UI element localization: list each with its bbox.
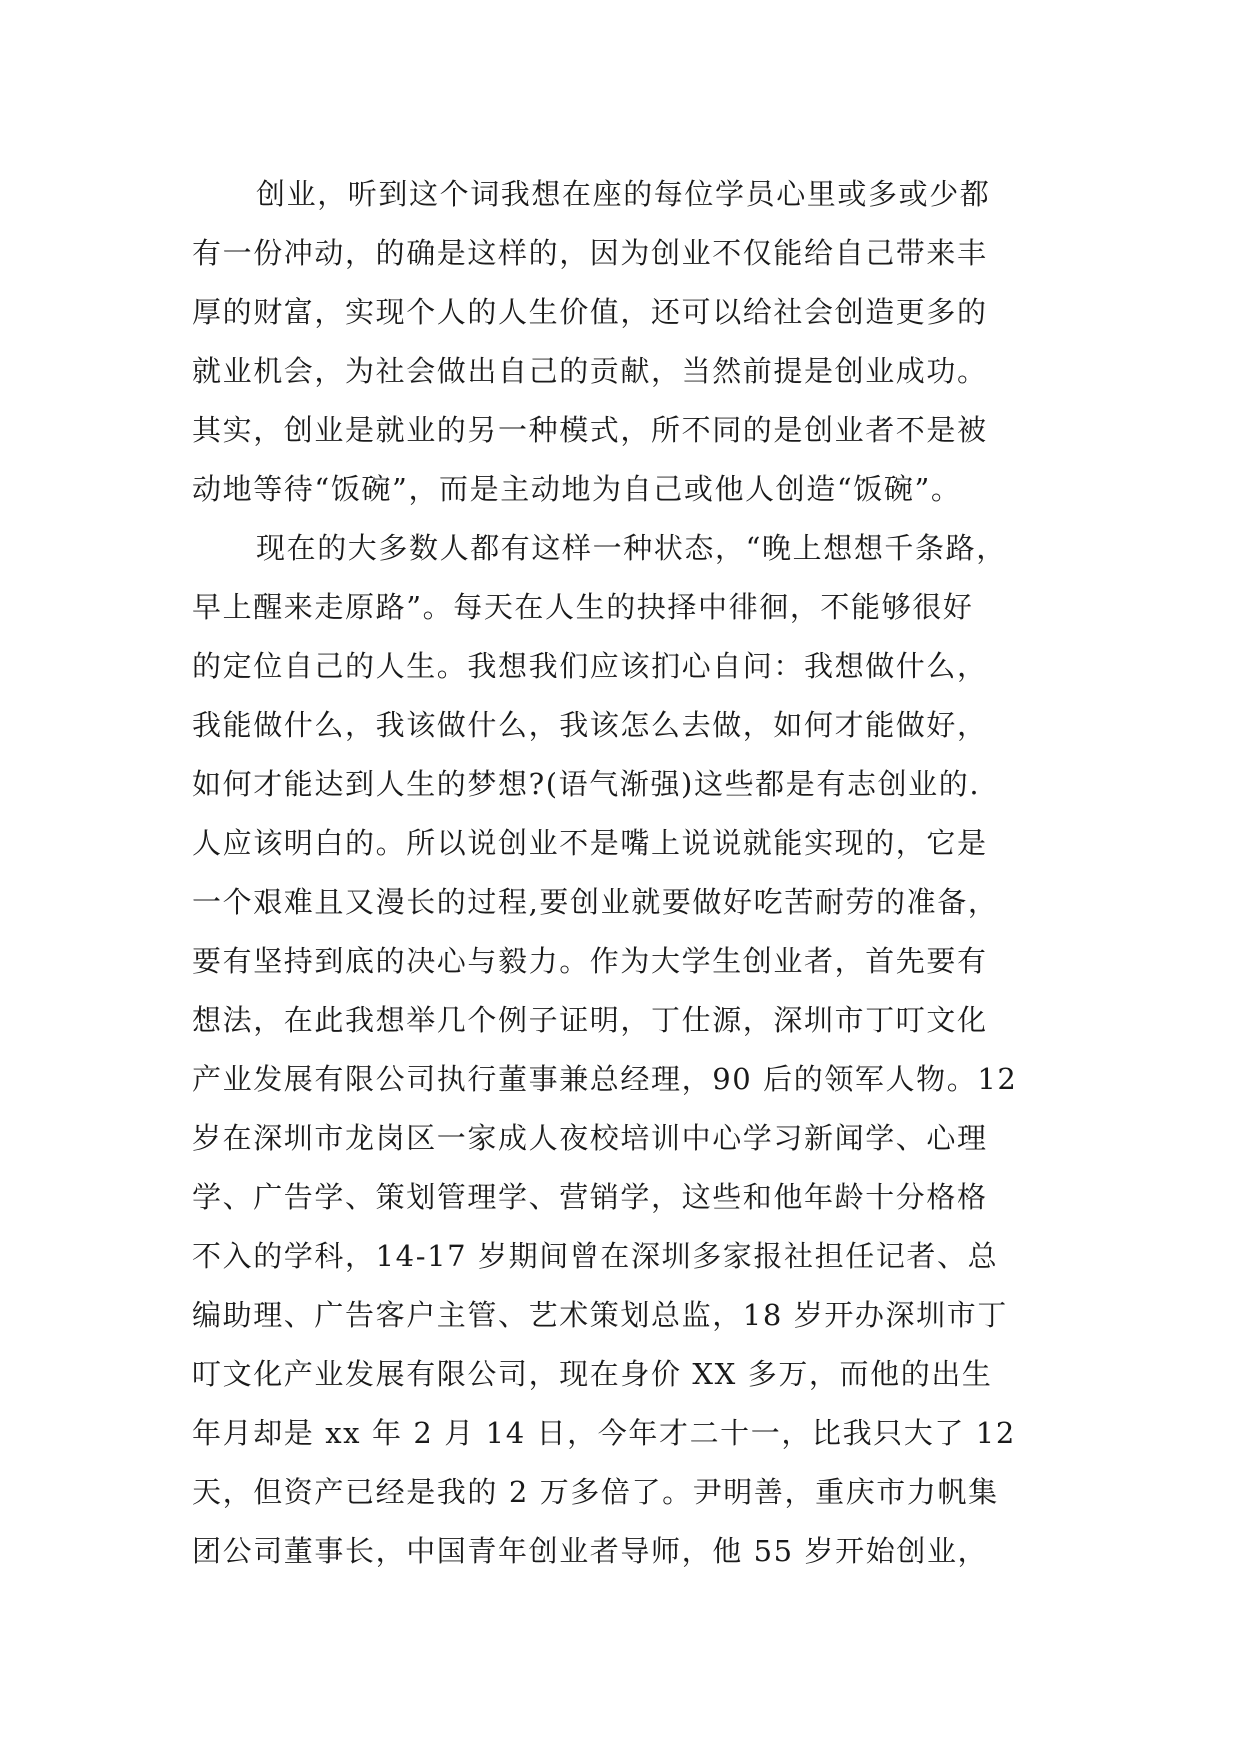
text-line: 年月却是 xx 年 2 月 14 日，今年才二十一，比我只大了 12 bbox=[192, 1416, 1016, 1450]
text-line: 如何才能达到人生的梦想?(语气渐强)这些都是有志创业的. bbox=[192, 767, 981, 801]
text-line: 人应该明白的。所以说创业不是嘴上说说就能实现的，它是 bbox=[192, 826, 988, 860]
text-line: 团公司董事长，中国青年创业者导师，他 55 岁开始创业， bbox=[192, 1534, 989, 1568]
text-line: 早上醒来走原路”。每天在人生的抉择中徘徊，不能够很好 bbox=[192, 590, 974, 624]
text-line: 有一份冲动，的确是这样的，因为创业不仅能给自己带来丰 bbox=[192, 236, 988, 270]
text-line: 产业发展有限公司执行董事兼总经理，90 后的领军人物。12 bbox=[192, 1062, 1018, 1096]
text-line: 一个艰难且又漫长的过程,要创业就要做好吃苦耐劳的准备， bbox=[192, 885, 999, 919]
body-text bbox=[192, 165, 1062, 1581]
text-line: 不入的学科，14-17 岁期间曾在深圳多家报社担任记者、总 bbox=[192, 1239, 999, 1273]
text-line: 编助理、广告客户主管、艺术策划总监，18 岁开办深圳市丁 bbox=[192, 1298, 1008, 1332]
text-line: 现在的大多数人都有这样一种状态，“晚上想想千条路， bbox=[256, 531, 1007, 565]
text-line: 我能做什么，我该做什么，我该怎么去做，如何才能做好， bbox=[192, 708, 988, 742]
text-line: 天，但资产已经是我的 2 万多倍了。尹明善，重庆市力帆集 bbox=[192, 1475, 999, 1509]
paragraph-2 bbox=[192, 519, 1062, 1581]
text-line: 其实，创业是就业的另一种模式，所不同的是创业者不是被 bbox=[192, 413, 988, 447]
text-line: 创业，听到这个词我想在座的每位学员心里或多或少都 bbox=[256, 177, 991, 211]
text-line: 厚的财富，实现个人的人生价值，还可以给社会创造更多的 bbox=[192, 295, 988, 329]
text-line: 学、广告学、策划管理学、营销学，这些和他年龄十分格格 bbox=[192, 1180, 988, 1214]
text-line: 叮文化产业发展有限公司，现在身价 XX 多万，而他的出生 bbox=[192, 1357, 993, 1391]
text-line: 的定位自己的人生。我想我们应该扪心自问：我想做什么， bbox=[192, 649, 988, 683]
paragraph-1 bbox=[192, 165, 1062, 519]
text-line: 要有坚持到底的决心与毅力。作为大学生创业者，首先要有 bbox=[192, 944, 988, 978]
text-line: 就业机会，为社会做出自己的贡献，当然前提是创业成功。 bbox=[192, 354, 988, 388]
text-line: 动地等待“饭碗”，而是主动地为自己或他人创造“饭碗”。 bbox=[192, 472, 962, 506]
text-line: 想法，在此我想举几个例子证明，丁仕源，深圳市丁叮文化 bbox=[192, 1003, 988, 1037]
text-line: 岁在深圳市龙岗区一家成人夜校培训中心学习新闻学、心理 bbox=[192, 1121, 988, 1155]
